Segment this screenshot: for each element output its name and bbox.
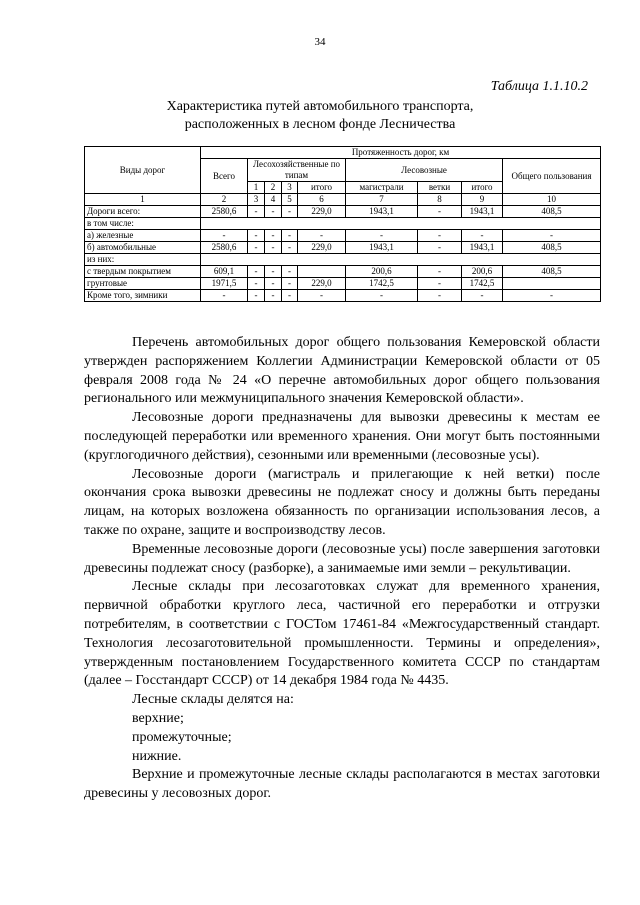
table-cell: 408,5 [503, 242, 601, 254]
table-cell: 1971,5 [201, 278, 248, 290]
table-cell: - [282, 266, 298, 278]
table-title-line-2: расположенных в лесном фонде Лесничества [184, 117, 456, 132]
page-number: 34 [314, 36, 326, 48]
row-label: в том числе: [85, 218, 201, 230]
table-cell: - [503, 230, 601, 242]
header-forestry-group: Лесохозяйственные по типам [248, 159, 346, 182]
table-cell: 1943,1 [346, 242, 418, 254]
paragraph: Временные лесовозные дороги (лесовозные усы) после завершения заготовки древесины подлежат сносу (разборке), а занимаемые ими земли – рекультивации. [84, 541, 600, 576]
table-cell [298, 266, 346, 278]
table-cell: 1943,1 [462, 242, 503, 254]
column-number: 9 [462, 194, 503, 206]
table-cell: - [265, 290, 282, 302]
header-forestry-sub: 1 [248, 182, 265, 194]
column-number: 4 [265, 194, 282, 206]
header-logging-sub: ветки [418, 182, 462, 194]
table-caption: Таблица 1.1.10.2 [490, 79, 588, 94]
table-cell: - [418, 230, 462, 242]
row-label: Дороги всего: [85, 206, 201, 218]
header-length-group: Протяженность дорог, км [201, 147, 601, 159]
table-cell: - [265, 278, 282, 290]
paragraph: Лесные склады делятся на: [132, 692, 294, 708]
table-cell [201, 254, 601, 266]
table-row [85, 218, 601, 230]
table-cell: - [418, 290, 462, 302]
paragraph: Лесовозные дороги предназначены для вывозки древесины к местам ее последующей переработки или временного хранения. Они могут быть постоянными (круглогодичного действия), сезонными или временными (лесовозные усы). [84, 410, 600, 463]
table-cell: - [282, 230, 298, 242]
list-item: промежуточные; [132, 729, 232, 745]
row-label: с твердым покрытием [85, 266, 201, 278]
table-cell: - [462, 290, 503, 302]
row-label: б) автомобильные [85, 242, 201, 254]
table-cell: - [282, 206, 298, 218]
table-title-line-1: Характеристика путей автомобильного транспорта, [166, 99, 474, 114]
table-cell: - [418, 206, 462, 218]
paragraph: Лесовозные дороги (магистраль и прилегающие к ней ветки) после окончания срока вывозки древесины не подлежат сносу и должны быть переданы лицам, на которых возложена обязанность по организации использования лесов, а также по охране, защите и воспроизводству лесов. [84, 466, 600, 538]
table-cell: 2580,6 [201, 242, 248, 254]
column-number: 1 [85, 194, 201, 206]
table-cell: - [248, 242, 265, 254]
table-cell: 200,6 [346, 266, 418, 278]
table-cell: - [265, 242, 282, 254]
table-cell: - [248, 266, 265, 278]
row-label: а) железные [85, 230, 201, 242]
table-cell: - [346, 230, 418, 242]
table-row [85, 290, 601, 302]
table-cell: - [346, 290, 418, 302]
table-row [85, 266, 601, 278]
paragraph: Лесные склады при лесозаготовках служат для временного хранения, первичной обработки круглого леса, частичной его переработки и отгрузки потребителям, в соответствии с ГОСТом 17461-84 «Межгосударственный стандарт. Технология лесозаготовительной промышленности. Термины и определения», утвержденным постановлением Государственного комитета СССР по стандартам (далее – Госстандарт СССР) от 14 декабря 1984 года № 4435. [84, 579, 600, 689]
table-cell: 229,0 [298, 242, 346, 254]
table-cell: - [282, 290, 298, 302]
header-public-use: Общего пользования [503, 159, 601, 194]
table-cell: 1943,1 [346, 206, 418, 218]
table-cell: - [248, 206, 265, 218]
header-total: Всего [201, 159, 248, 194]
table-cell: 609,1 [201, 266, 248, 278]
column-number: 7 [346, 194, 418, 206]
table-cell: - [265, 230, 282, 242]
table-cell [503, 278, 601, 290]
table-column-numbers [85, 194, 601, 206]
column-number: 2 [201, 194, 248, 206]
header-logging-sub: магистрали [346, 182, 418, 194]
table-cell: - [298, 230, 346, 242]
header-forestry-sub: 2 [265, 182, 282, 194]
header-logging-group: Лесовозные [346, 159, 503, 182]
header-forestry-sub: итого [298, 182, 346, 194]
table-cell: - [248, 290, 265, 302]
table-cell: - [418, 278, 462, 290]
table-cell: - [503, 290, 601, 302]
table-cell: 2580,6 [201, 206, 248, 218]
table-cell: 229,0 [298, 278, 346, 290]
header-logging-sub: итого [462, 182, 503, 194]
table-body [85, 206, 601, 302]
row-label: из них: [85, 254, 201, 266]
table-cell: - [265, 266, 282, 278]
list-item: верхние; [132, 710, 184, 726]
table-row [85, 254, 601, 266]
column-number: 5 [282, 194, 298, 206]
column-number: 6 [298, 194, 346, 206]
row-label: грунтовые [85, 278, 201, 290]
table-row [85, 230, 601, 242]
table-cell: 200,6 [462, 266, 503, 278]
table-row [85, 206, 601, 218]
table-cell: - [201, 230, 248, 242]
table-cell: - [248, 278, 265, 290]
list-item: нижние. [132, 748, 182, 764]
paragraph: Верхние и промежуточные лесные склады располагаются в местах заготовки древесины у лесовозных дорог. [84, 767, 600, 802]
table-row [85, 242, 601, 254]
table-cell: - [201, 290, 248, 302]
table-row [85, 278, 601, 290]
table-cell [201, 218, 601, 230]
header-road-type: Виды дорог [85, 147, 201, 194]
table-title [0, 98, 640, 134]
table-cell: 1742,5 [462, 278, 503, 290]
table-cell: - [265, 206, 282, 218]
roads-table [84, 146, 601, 302]
body-text [84, 334, 600, 804]
table-cell: 229,0 [298, 206, 346, 218]
table-cell: 408,5 [503, 206, 601, 218]
table-cell: 1943,1 [462, 206, 503, 218]
header-forestry-sub: 3 [282, 182, 298, 194]
table-cell: - [298, 290, 346, 302]
row-label: Кроме того, зимники [85, 290, 201, 302]
column-number: 8 [418, 194, 462, 206]
table-cell: - [418, 242, 462, 254]
table-cell: - [248, 230, 265, 242]
table-cell: - [282, 278, 298, 290]
table-header-row-1 [85, 147, 601, 159]
column-number: 3 [248, 194, 265, 206]
table-cell: 1742,5 [346, 278, 418, 290]
table-cell: - [282, 242, 298, 254]
column-number: 10 [503, 194, 601, 206]
table-cell: - [462, 230, 503, 242]
table-cell: - [418, 266, 462, 278]
table-cell: 408,5 [503, 266, 601, 278]
paragraph: Перечень автомобильных дорог общего пользования Кемеровской области утвержден распоряжением Коллегии Администрации Кемеровской области от 05 февраля 2008 года № 24 «О перечне автомобильных дорог общего пользования регионального или межмуниципального значения Кемеровской области». [84, 335, 600, 407]
